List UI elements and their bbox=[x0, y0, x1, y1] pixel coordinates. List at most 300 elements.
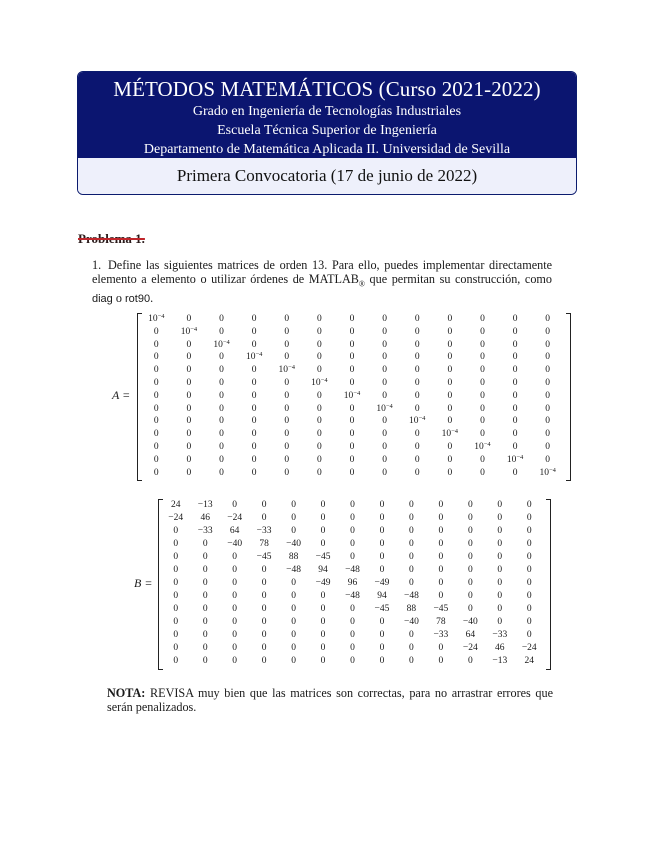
matrix-a-cell: 0 bbox=[349, 377, 355, 388]
matrix-b-cell: 0 bbox=[232, 565, 238, 575]
matrix-a-cell bbox=[401, 416, 434, 429]
matrix-a-cell: 0 bbox=[153, 365, 159, 376]
matrix-a-cell: 0 bbox=[251, 390, 257, 401]
matrix-a-cell bbox=[531, 468, 564, 481]
matrix-a-diag-base: 10 bbox=[409, 416, 419, 427]
matrix-a-cell: 0 bbox=[317, 429, 322, 440]
matrix-a-cell: 0 bbox=[153, 377, 159, 388]
matrix-a-cell: 0 bbox=[349, 365, 355, 376]
statement-text-3: o bbox=[112, 291, 125, 306]
matrix-b-cell: 0 bbox=[438, 526, 444, 536]
matrix-a-cell bbox=[205, 340, 238, 353]
matrix-b-cell: 0 bbox=[320, 539, 326, 549]
matrix-b-cell: 96 bbox=[347, 578, 358, 588]
matrix-a-cell: 0 bbox=[219, 314, 224, 324]
matrix-a-cell: 0 bbox=[480, 339, 485, 350]
matrix-b-cell: 0 bbox=[409, 500, 414, 510]
matrix-b-cell: 0 bbox=[320, 500, 326, 510]
matrix-b-cell: 0 bbox=[379, 630, 385, 640]
matrix-a-diag-exponent: −4 bbox=[190, 325, 198, 333]
header-box bbox=[77, 71, 577, 195]
matrix-b-cell: −49 bbox=[374, 578, 390, 588]
matrix-b-cell: 78 bbox=[436, 617, 446, 627]
matrix-b-cell: −13 bbox=[197, 500, 213, 510]
matrix-b-cell: −33 bbox=[256, 526, 272, 536]
matrix-b-cell: 0 bbox=[350, 526, 355, 536]
matrix-a-diag-exponent: −4 bbox=[516, 453, 524, 461]
matrix-a-cell: 0 bbox=[219, 365, 224, 376]
matrix-b-cell: 0 bbox=[438, 578, 444, 588]
matrix-b-cell: 0 bbox=[438, 513, 444, 523]
matrix-b-cell: 0 bbox=[261, 630, 267, 640]
department-line: Departamento de Matemática Aplicada II. Universidad de Sevilla bbox=[143, 142, 511, 157]
matrix-b-cell: 0 bbox=[291, 604, 296, 614]
matrix-a-cell: 0 bbox=[284, 441, 290, 452]
matrix-a-cell: 0 bbox=[382, 429, 387, 440]
matrix-b-cell: 0 bbox=[232, 617, 238, 627]
matrix-b-cell: 0 bbox=[467, 656, 473, 666]
matrix-a-diag-base: 10 bbox=[441, 429, 452, 440]
matrix-a-cell: 0 bbox=[186, 403, 192, 414]
matrix-a-cell: 0 bbox=[153, 429, 159, 440]
matrix-b-cell: 0 bbox=[173, 604, 179, 614]
matrix-a-cell: 0 bbox=[219, 441, 224, 452]
matrix-b-cell: 0 bbox=[409, 552, 414, 562]
matrix-a-cell: 0 bbox=[447, 416, 453, 427]
matrix-a-cell: 0 bbox=[512, 390, 518, 401]
matrix-a-cell: 0 bbox=[447, 352, 453, 363]
matrix-a-cell bbox=[499, 455, 532, 468]
statement-text-1: Define las siguientes matrices de orden 13. Para ello, puedes implementar directamente elemento a elemento o utilizar órdenes de MATLAB bbox=[92, 258, 552, 286]
matrix-a-cell: 0 bbox=[480, 454, 485, 465]
matrix-b-cell: 0 bbox=[261, 500, 267, 510]
matrix-a-cell: 0 bbox=[512, 339, 518, 350]
matrix-b-cell: 0 bbox=[261, 656, 267, 666]
matrix-b-cell: 46 bbox=[200, 513, 210, 523]
matrix-b-cell: 0 bbox=[438, 539, 444, 549]
matrix-b-cell: 0 bbox=[261, 643, 267, 653]
matrix-a-diag-exponent: −4 bbox=[483, 440, 491, 448]
matrix-b-cell: 0 bbox=[350, 656, 355, 666]
course-title: MÉTODOS MATEMÁTICOS (Curso 2021-2022) bbox=[113, 77, 541, 101]
matrix-a-cell: 0 bbox=[251, 314, 257, 324]
matrix-b-cell: −40 bbox=[462, 617, 478, 627]
matrix-a-cell: 0 bbox=[382, 339, 387, 350]
school-line: Escuela Técnica Superior de Ingeniería bbox=[217, 123, 437, 138]
matrix-a-cell: 0 bbox=[545, 390, 551, 401]
matrix-b-cell: 0 bbox=[526, 617, 532, 627]
matrix-a-diag-exponent: −4 bbox=[385, 402, 393, 410]
matrix-b-cell: 0 bbox=[379, 565, 385, 575]
matrix-b-cell: 0 bbox=[350, 500, 355, 510]
matrix-a-cell: 0 bbox=[317, 467, 322, 478]
matrix-a-cell: 0 bbox=[447, 441, 453, 452]
matrix-b-cell: 94 bbox=[377, 591, 387, 601]
matrix-b-cell: 88 bbox=[406, 604, 417, 614]
matrix-b-cell: 0 bbox=[202, 552, 208, 562]
matrix-a-cell: 0 bbox=[251, 403, 257, 414]
matrix-b-cell: −40 bbox=[227, 539, 243, 549]
matrix-a-cell: 0 bbox=[219, 454, 224, 465]
matrix-a-cell: 0 bbox=[382, 416, 387, 427]
matrix-a-cell: 0 bbox=[545, 441, 551, 452]
matrix-a-cell: 0 bbox=[317, 352, 322, 363]
matrix-b-cell: 0 bbox=[497, 552, 503, 562]
matrix-a-cell: 0 bbox=[414, 339, 420, 350]
problem-title: Problema 1. bbox=[78, 231, 145, 246]
matrix-a-cell: 0 bbox=[251, 326, 257, 337]
matrix-a-cell: 0 bbox=[186, 314, 192, 324]
matrix-b-cell: 0 bbox=[526, 526, 532, 536]
matrix-a-cell: 0 bbox=[349, 339, 355, 350]
matrix-a-cell: 0 bbox=[545, 416, 551, 427]
matrix-b-cell: 0 bbox=[438, 565, 444, 575]
matrix-b-cell: 0 bbox=[438, 656, 444, 666]
matrix-a-cell: 0 bbox=[414, 390, 420, 401]
matrix-a-cell: 0 bbox=[153, 467, 159, 478]
matrix-a-cell: 0 bbox=[480, 326, 485, 337]
matrix-a-cell: 0 bbox=[284, 467, 290, 478]
matrix-b-cell: −48 bbox=[286, 565, 301, 575]
matrix-a-cell: 0 bbox=[545, 454, 551, 465]
matrix-a-cell: 0 bbox=[317, 416, 322, 427]
matrix-b-cell: 0 bbox=[202, 591, 208, 601]
matrix-a-cell: 0 bbox=[186, 365, 192, 376]
matrix-a-diag-exponent: −4 bbox=[222, 338, 230, 346]
matrix-b-cell: −24 bbox=[168, 513, 184, 523]
matrix-a-cell: 0 bbox=[251, 377, 257, 388]
matrix-a-cell: 0 bbox=[349, 441, 355, 452]
matrix-b-cell: 0 bbox=[379, 500, 385, 510]
matrix-a bbox=[140, 314, 564, 480]
matrix-b-cell: 64 bbox=[465, 630, 476, 640]
matrix-a-cell: 0 bbox=[512, 429, 518, 440]
matrix-b-cell: 0 bbox=[497, 513, 503, 523]
matrix-a-diag-base: 10 bbox=[245, 352, 256, 363]
matrix-b-cell: 94 bbox=[318, 565, 328, 575]
command-diag: diag bbox=[92, 293, 113, 306]
matrix-b-cell: 0 bbox=[291, 656, 296, 666]
matrix-b bbox=[161, 500, 544, 669]
matrix-a-cell: 0 bbox=[186, 441, 192, 452]
matrix-b-cell: 0 bbox=[261, 617, 267, 627]
matrix-b-cell: 0 bbox=[497, 617, 503, 627]
matrix-a-cell: 0 bbox=[186, 429, 192, 440]
matrix-a-cell: 0 bbox=[186, 339, 192, 350]
matrix-b-cell: 0 bbox=[467, 539, 473, 549]
matrix-a-cell: 0 bbox=[251, 429, 257, 440]
matrix-b-cell: 0 bbox=[526, 500, 532, 510]
matrix-a-cell: 0 bbox=[512, 352, 518, 363]
matrix-b-cell: 0 bbox=[202, 604, 208, 614]
matrix-b-cell: 0 bbox=[526, 513, 532, 523]
matrix-a-cell: 0 bbox=[447, 454, 453, 465]
matrix-a-cell: 0 bbox=[317, 339, 322, 350]
matrix-b-cell: 0 bbox=[379, 617, 385, 627]
matrix-a-cell: 0 bbox=[512, 441, 518, 452]
matrix-a-diag-base: 10 bbox=[474, 441, 484, 452]
matrix-a-cell: 0 bbox=[545, 365, 551, 376]
matrix-b-cell: 0 bbox=[291, 578, 296, 588]
matrix-b-cell: 0 bbox=[232, 630, 238, 640]
command-rot90: rot90 bbox=[124, 293, 151, 306]
degree-line: Grado en Ingeniería de Tecnologías Industriales bbox=[192, 104, 462, 119]
matrix-a-cell: 0 bbox=[284, 339, 290, 350]
matrix-a-cell: 0 bbox=[153, 326, 159, 337]
matrix-b-cell: 0 bbox=[202, 630, 208, 640]
matrix-b-cell: 0 bbox=[497, 591, 503, 601]
matrix-a-cell: 0 bbox=[545, 377, 551, 388]
matrix-a-cell: 0 bbox=[317, 454, 322, 465]
matrix-a-cell: 0 bbox=[447, 365, 453, 376]
matrix-a-cell: 0 bbox=[447, 403, 453, 414]
matrix-a-cell: 0 bbox=[414, 352, 420, 363]
matrix-a-cell: 0 bbox=[251, 454, 257, 465]
matrix-a-cell: 0 bbox=[414, 365, 420, 376]
matrix-b-cell: 0 bbox=[526, 539, 532, 549]
matrix-a-cell: 0 bbox=[414, 314, 420, 324]
matrix-b-cell: 0 bbox=[291, 513, 296, 523]
matrix-a-cell: 0 bbox=[251, 365, 257, 376]
matrix-b-right-bracket bbox=[546, 499, 551, 670]
matrix-b-cell: 0 bbox=[202, 656, 208, 666]
matrix-b-cell: 0 bbox=[173, 552, 179, 562]
matrix-b-cell: 0 bbox=[173, 630, 179, 640]
matrix-b-cell: 0 bbox=[379, 656, 385, 666]
matrix-a-cell: 0 bbox=[186, 390, 192, 401]
matrix-b-cell: 0 bbox=[261, 578, 267, 588]
matrix-a-cell: 0 bbox=[317, 403, 322, 414]
matrix-b-cell: 0 bbox=[320, 617, 326, 627]
matrix-a-cell: 0 bbox=[512, 416, 518, 427]
matrix-a-cell bbox=[336, 391, 369, 404]
matrix-a-cell: 0 bbox=[480, 467, 485, 478]
matrix-b-cell: 0 bbox=[291, 526, 296, 536]
matrix-b-cell: 0 bbox=[467, 552, 473, 562]
matrix-b-cell: −24 bbox=[462, 643, 478, 653]
matrix-a-cell: 0 bbox=[153, 339, 159, 350]
matrix-b-cell: 0 bbox=[409, 630, 414, 640]
matrix-b-cell: 0 bbox=[202, 643, 208, 653]
matrix-a-cell: 0 bbox=[219, 429, 224, 440]
matrix-a-cell: 0 bbox=[480, 390, 485, 401]
matrix-a-cell: 0 bbox=[447, 326, 453, 337]
matrix-a-cell: 0 bbox=[382, 352, 387, 363]
matrix-a-cell: 0 bbox=[349, 326, 355, 337]
matrix-a-cell: 0 bbox=[349, 429, 355, 440]
matrix-b-cell: 0 bbox=[438, 552, 444, 562]
matrix-a-cell: 0 bbox=[382, 377, 387, 388]
matrix-b-cell: −33 bbox=[492, 630, 508, 640]
matrix-a-cell: 0 bbox=[284, 377, 290, 388]
matrix-b-cell: 0 bbox=[232, 552, 238, 562]
matrix-b-cell: 0 bbox=[202, 617, 208, 627]
matrix-b-cell: 0 bbox=[232, 656, 238, 666]
matrix-a-diag-exponent: −4 bbox=[288, 364, 295, 372]
matrix-b-cell: 0 bbox=[291, 617, 296, 627]
matrix-a-cell: 0 bbox=[480, 352, 485, 363]
matrix-b-cell: 0 bbox=[409, 565, 414, 575]
matrix-a-cell: 0 bbox=[414, 454, 420, 465]
matrix-a-cell: 0 bbox=[153, 352, 159, 363]
matrix-a-label: A = bbox=[112, 388, 131, 402]
matrix-a-cell: 0 bbox=[545, 339, 551, 350]
matrix-a-cell: 0 bbox=[382, 441, 387, 452]
matrix-a-cell: 0 bbox=[480, 416, 485, 427]
matrix-a-cell: 0 bbox=[414, 326, 420, 337]
matrix-b-cell: 88 bbox=[288, 552, 299, 562]
matrix-b-cell: −48 bbox=[345, 565, 360, 575]
matrix-b-cell: 0 bbox=[497, 500, 503, 510]
matrix-b-cell: 0 bbox=[526, 565, 532, 575]
matrix-b-cell: 0 bbox=[350, 617, 355, 627]
matrix-b-cell: 0 bbox=[232, 578, 238, 588]
matrix-b-cell: 0 bbox=[350, 643, 355, 653]
matrix-a-cell: 0 bbox=[284, 416, 290, 427]
matrix-b-cell: 0 bbox=[173, 565, 179, 575]
matrix-a-cell: 0 bbox=[284, 352, 290, 363]
matrix-a-cell: 0 bbox=[414, 403, 420, 414]
matrix-b-cell: 0 bbox=[526, 630, 532, 640]
matrix-a-cell: 0 bbox=[349, 352, 355, 363]
matrix-b-cell: 0 bbox=[291, 630, 296, 640]
matrix-b-cell: −13 bbox=[492, 656, 508, 666]
matrix-b-cell: −45 bbox=[433, 604, 449, 614]
matrix-b-cell: 0 bbox=[232, 643, 238, 653]
matrix-a-cell: 0 bbox=[317, 390, 322, 401]
matrix-b-cell: 0 bbox=[202, 578, 208, 588]
matrix-b-cell: −48 bbox=[403, 591, 419, 601]
matrix-b-cell: 0 bbox=[350, 552, 355, 562]
matrix-b-cell: 0 bbox=[350, 630, 355, 640]
note-label: NOTA: bbox=[107, 686, 146, 700]
matrix-a-cell: 0 bbox=[480, 314, 485, 324]
matrix-a-cell: 0 bbox=[284, 429, 290, 440]
matrix-a-cell: 0 bbox=[447, 377, 453, 388]
matrix-a-cell: 0 bbox=[349, 416, 355, 427]
matrix-b-cell: 78 bbox=[259, 539, 269, 549]
matrix-b-cell: 0 bbox=[379, 643, 385, 653]
matrix-b-cell: 0 bbox=[497, 526, 503, 536]
matrix-a-cell: 0 bbox=[219, 403, 224, 414]
registered-mark: ® bbox=[358, 279, 365, 289]
matrix-a-cell: 0 bbox=[447, 467, 453, 478]
matrix-a-cell: 0 bbox=[251, 416, 257, 427]
matrix-a-cell: 0 bbox=[284, 390, 290, 401]
matrix-b-cell: 0 bbox=[320, 526, 326, 536]
matrix-b-cell: 0 bbox=[261, 513, 267, 523]
statement-text-4: . bbox=[150, 291, 154, 306]
matrix-b-cell: 0 bbox=[173, 578, 179, 588]
matrix-a-cell: 0 bbox=[512, 377, 518, 388]
matrix-a-cell bbox=[434, 429, 467, 442]
matrix-b-cell: 0 bbox=[438, 500, 444, 510]
matrix-a-diag-base: 10 bbox=[148, 314, 158, 324]
matrix-b-cell: 0 bbox=[526, 552, 532, 562]
matrix-a-cell bbox=[303, 378, 336, 391]
matrix-a-cell bbox=[140, 314, 173, 327]
matrix-b-cell: 0 bbox=[202, 565, 208, 575]
matrix-a-cell: 0 bbox=[349, 314, 355, 324]
matrix-b-cell: 0 bbox=[350, 513, 355, 523]
matrix-a-cell: 0 bbox=[317, 314, 322, 324]
statement-text-2: que permitan su construcción, como bbox=[364, 272, 552, 286]
matrix-a-cell: 0 bbox=[382, 365, 387, 376]
matrix-a-cell: 0 bbox=[186, 454, 192, 465]
matrix-b-cell: −40 bbox=[286, 539, 301, 549]
matrix-a-cell: 0 bbox=[284, 326, 290, 337]
matrix-a-cell: 0 bbox=[186, 352, 192, 363]
matrix-a-cell: 0 bbox=[480, 429, 485, 440]
matrix-b-cell: 0 bbox=[467, 578, 473, 588]
matrix-a-cell: 0 bbox=[414, 429, 420, 440]
matrix-a-cell: 0 bbox=[512, 467, 518, 478]
matrix-a-diag-base: 10 bbox=[213, 339, 223, 350]
matrix-a-cell: 0 bbox=[317, 365, 322, 376]
matrix-a-cell bbox=[368, 404, 401, 417]
matrix-a-cell: 0 bbox=[219, 352, 224, 363]
matrix-a-diag-base: 10 bbox=[180, 326, 191, 337]
matrix-a-cell: 0 bbox=[545, 429, 551, 440]
matrix-a-cell: 0 bbox=[414, 441, 420, 452]
matrix-a-diag-exponent: −4 bbox=[353, 389, 361, 397]
matrix-b-cell: 0 bbox=[467, 513, 473, 523]
matrix-a-cell: 0 bbox=[512, 365, 518, 376]
matrix-a-cell: 0 bbox=[251, 467, 257, 478]
matrix-b-cell: 0 bbox=[232, 500, 238, 510]
matrix-a-diag-base: 10 bbox=[278, 365, 289, 376]
matrix-a-cell: 0 bbox=[414, 377, 420, 388]
matrix-b-cell: 0 bbox=[497, 578, 503, 588]
matrix-a-cell: 0 bbox=[349, 454, 355, 465]
matrix-a-cell: 0 bbox=[153, 403, 159, 414]
matrix-b-cell: 0 bbox=[379, 539, 385, 549]
matrix-b-cell: 46 bbox=[495, 643, 505, 653]
matrix-a-diag-base: 10 bbox=[343, 390, 354, 401]
matrix-b-cell: 0 bbox=[379, 526, 385, 536]
matrix-a-cell: 0 bbox=[545, 403, 551, 414]
matrix-a-diag-base: 10 bbox=[539, 467, 549, 478]
matrix-b-cell: −24 bbox=[227, 513, 243, 523]
matrix-a-cell: 0 bbox=[349, 403, 355, 414]
matrix-a-diag-base: 10 bbox=[376, 403, 386, 414]
matrix-b-cell: 0 bbox=[261, 565, 267, 575]
matrix-b-cell: −45 bbox=[315, 552, 331, 562]
matrix-b-cell: 0 bbox=[497, 539, 503, 549]
matrix-a-diag-exponent: −4 bbox=[320, 376, 328, 384]
matrix-b-cell: 0 bbox=[291, 591, 296, 601]
matrix-b-cell: 0 bbox=[173, 656, 179, 666]
matrix-b-cell: 0 bbox=[173, 643, 179, 653]
matrix-b-label: B = bbox=[134, 576, 153, 590]
matrix-b-cell: 0 bbox=[350, 539, 355, 549]
matrix-a-cell: 0 bbox=[153, 441, 159, 452]
matrix-a-cell: 0 bbox=[414, 467, 420, 478]
matrix-b-cell: 0 bbox=[409, 656, 414, 666]
matrix-a-cell: 0 bbox=[219, 377, 224, 388]
matrix-a-cell: 0 bbox=[447, 314, 453, 324]
matrix-a-cell: 0 bbox=[284, 314, 290, 324]
matrix-a-diag-exponent: −4 bbox=[157, 313, 165, 320]
matrix-a-cell bbox=[238, 352, 271, 365]
matrix-a-cell: 0 bbox=[382, 467, 387, 478]
matrix-a-cell: 0 bbox=[219, 467, 224, 478]
matrix-a-cell: 0 bbox=[447, 390, 453, 401]
matrix-a-cell: 0 bbox=[349, 467, 355, 478]
exam-subtitle: Primera Convocatoria (17 de junio de 2022) bbox=[78, 158, 576, 194]
matrix-b-cell: 0 bbox=[467, 500, 473, 510]
matrix-b-cell: 0 bbox=[261, 591, 267, 601]
